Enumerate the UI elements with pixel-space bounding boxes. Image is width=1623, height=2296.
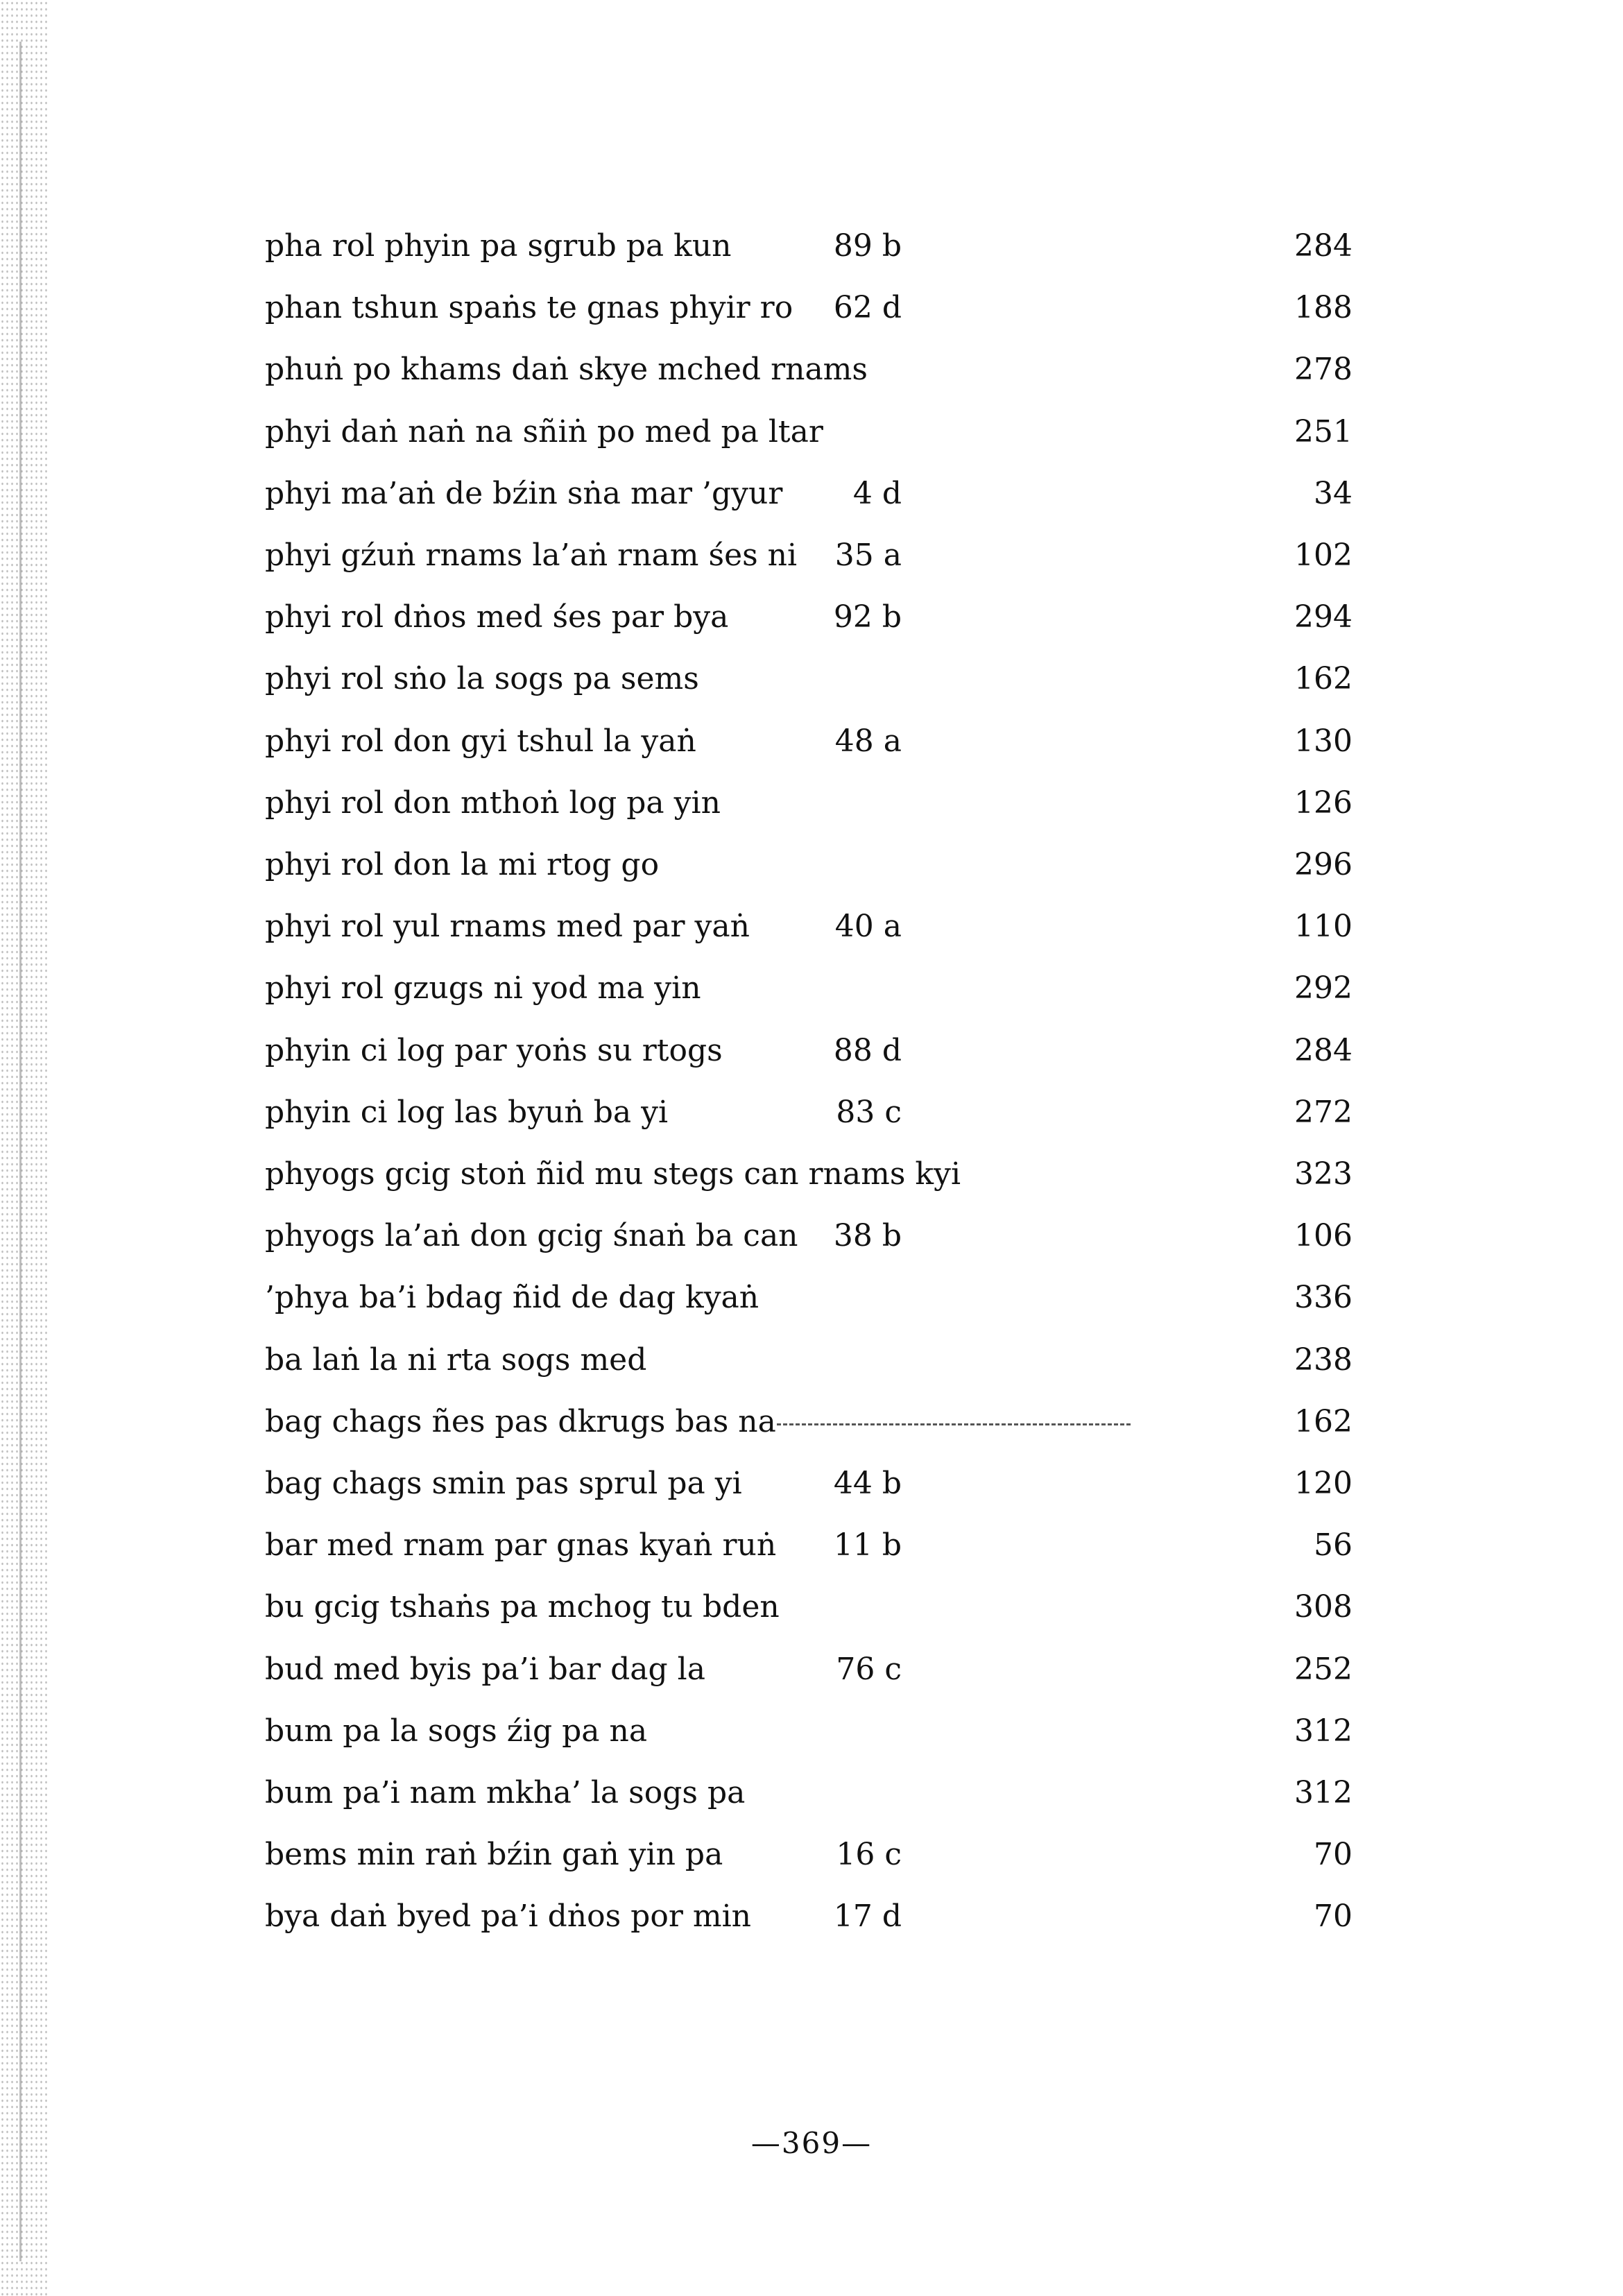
entry-text: pha rol phyin pa sgrub pa kun — [265, 228, 732, 264]
index-entry — [0, 1267, 1623, 1329]
entry-text: bum pa’i nam mkha’ la sogs pa — [265, 1775, 746, 1810]
entry-page-number: 336 — [1294, 1280, 1352, 1315]
entry-text: ’phya ba’i bdag ñid de dag kyaṅ — [265, 1280, 759, 1315]
index-entry — [0, 1514, 1623, 1577]
page-number: —369— — [750, 2126, 873, 2160]
entry-text: bud med byis pa’i bar dag la — [265, 1652, 705, 1687]
entry-page-number: 130 — [1294, 723, 1352, 759]
entry-text: phyogs gcig stoṅ ñid mu stegs can rnams kyi — [265, 1156, 961, 1192]
entry-folio: 89 b — [833, 228, 902, 264]
entry-page-number: 120 — [1294, 1466, 1352, 1501]
entry-folio: 83 c — [836, 1095, 902, 1130]
index-entry — [0, 1329, 1623, 1391]
entry-page-number: 110 — [1294, 909, 1352, 944]
entry-text: phyi rol don mthoṅ log pa yin — [265, 785, 721, 821]
entry-text: bag chags ñes pas dkrugs bas na — [265, 1404, 776, 1439]
entry-page-number: 102 — [1294, 538, 1352, 573]
entry-text: bu gcig tshaṅs pa mchog tu bden — [265, 1589, 780, 1625]
index-entry — [0, 524, 1623, 587]
entry-page-number: 162 — [1294, 661, 1352, 696]
entry-text: phyi daṅ naṅ na sñiṅ po med pa ltar — [265, 414, 823, 449]
entry-text: bag chags smin pas sprul pa yi — [265, 1466, 742, 1501]
entry-folio: 76 c — [836, 1652, 902, 1687]
entry-text: bems min raṅ bźin gaṅ yin pa — [265, 1837, 723, 1872]
entry-page-number: 162 — [1294, 1404, 1352, 1439]
entry-page-number: 272 — [1294, 1095, 1352, 1130]
index-entry — [0, 648, 1623, 710]
index-entry — [0, 1143, 1623, 1206]
index-entry — [0, 1824, 1623, 1886]
entry-folio: 62 d — [833, 290, 902, 325]
entry-text: phyi rol don la mi rtog go — [265, 847, 660, 882]
index-entry — [0, 401, 1623, 463]
entry-text: bar med rnam par gnas kyaṅ ruṅ — [265, 1527, 777, 1563]
index-entry — [0, 896, 1623, 958]
entry-page-number: 251 — [1294, 414, 1352, 449]
entry-text: phan tshun spaṅs te gnas phyir ro — [265, 290, 793, 325]
index-entry — [0, 1081, 1623, 1144]
entry-page-number: 284 — [1294, 1033, 1352, 1068]
index-entry — [0, 1020, 1623, 1082]
entry-text: phyi ma’aṅ de bźin sṅa mar ’gyur — [265, 476, 783, 511]
index-entry — [0, 1885, 1623, 1948]
entry-folio: 40 a — [834, 909, 902, 944]
divider-rule — [777, 1423, 1131, 1425]
entry-page-number: 188 — [1294, 290, 1352, 325]
entry-text: phyin ci log las byuṅ ba yi — [265, 1095, 669, 1130]
entry-page-number: 126 — [1294, 785, 1352, 821]
entry-page-number: 252 — [1294, 1652, 1352, 1687]
entry-text: phyi rol dṅos med śes par bya — [265, 599, 729, 635]
entry-page-number: 238 — [1294, 1342, 1352, 1378]
entry-page-number: 323 — [1294, 1156, 1352, 1192]
entry-text: ba laṅ la ni rta sogs med — [265, 1342, 647, 1378]
entry-page-number: 70 — [1314, 1899, 1352, 1934]
index-entry — [0, 1391, 1623, 1453]
entry-text: phuṅ po khams daṅ skye mched rnams — [265, 352, 868, 387]
entry-folio: 48 a — [834, 723, 902, 759]
entry-text: phyi rol yul rnams med par yaṅ — [265, 909, 750, 944]
entry-folio: 35 a — [834, 538, 902, 573]
index-entry — [0, 339, 1623, 401]
entry-page-number: 296 — [1294, 847, 1352, 882]
index-entry — [0, 1453, 1623, 1515]
entry-folio: 17 d — [833, 1899, 902, 1934]
entry-folio: 88 d — [833, 1033, 902, 1068]
index-entry — [0, 1576, 1623, 1638]
index-entry — [0, 1638, 1623, 1701]
entry-text: phyogs la’aṅ don gcig śnaṅ ba can — [265, 1218, 798, 1253]
entry-text: phyi rol sṅo la sogs pa sems — [265, 661, 699, 696]
entry-folio: 44 b — [833, 1466, 902, 1501]
entry-text: bum pa la sogs źig pa na — [265, 1713, 648, 1749]
entry-page-number: 284 — [1294, 228, 1352, 264]
index-entry — [0, 1762, 1623, 1824]
index-entry — [0, 277, 1623, 339]
entry-page-number: 312 — [1294, 1775, 1352, 1810]
index-entry — [0, 1700, 1623, 1763]
entry-text: phyi rol gzugs ni yod ma yin — [265, 970, 701, 1006]
entry-text: bya daṅ byed pa’i dṅos por min — [265, 1899, 751, 1934]
entry-page-number: 278 — [1294, 352, 1352, 387]
index-entry — [0, 772, 1623, 834]
entry-page-number: 106 — [1294, 1218, 1352, 1253]
entry-folio: 16 c — [836, 1837, 902, 1872]
entry-text: phyin ci log par yoṅs su rtogs — [265, 1033, 723, 1068]
entry-page-number: 70 — [1314, 1837, 1352, 1872]
index-entry — [0, 1205, 1623, 1267]
entry-page-number: 34 — [1314, 476, 1352, 511]
entry-page-number: 56 — [1314, 1527, 1352, 1563]
entry-page-number: 308 — [1294, 1589, 1352, 1625]
entry-page-number: 294 — [1294, 599, 1352, 635]
entry-folio: 4 d — [852, 476, 902, 511]
entry-text: phyi gźuṅ rnams la’aṅ rnam śes ni — [265, 538, 798, 573]
entry-text: phyi rol don gyi tshul la yaṅ — [265, 723, 696, 759]
index-entry — [0, 215, 1623, 277]
entry-folio: 38 b — [833, 1218, 902, 1253]
index-entry — [0, 710, 1623, 773]
index-entry — [0, 834, 1623, 896]
index-entry — [0, 586, 1623, 649]
entry-page-number: 292 — [1294, 970, 1352, 1006]
entry-page-number: 312 — [1294, 1713, 1352, 1749]
entry-folio: 11 b — [833, 1527, 902, 1563]
index-entry — [0, 957, 1623, 1020]
index-entry — [0, 463, 1623, 525]
entry-folio: 92 b — [833, 599, 902, 635]
